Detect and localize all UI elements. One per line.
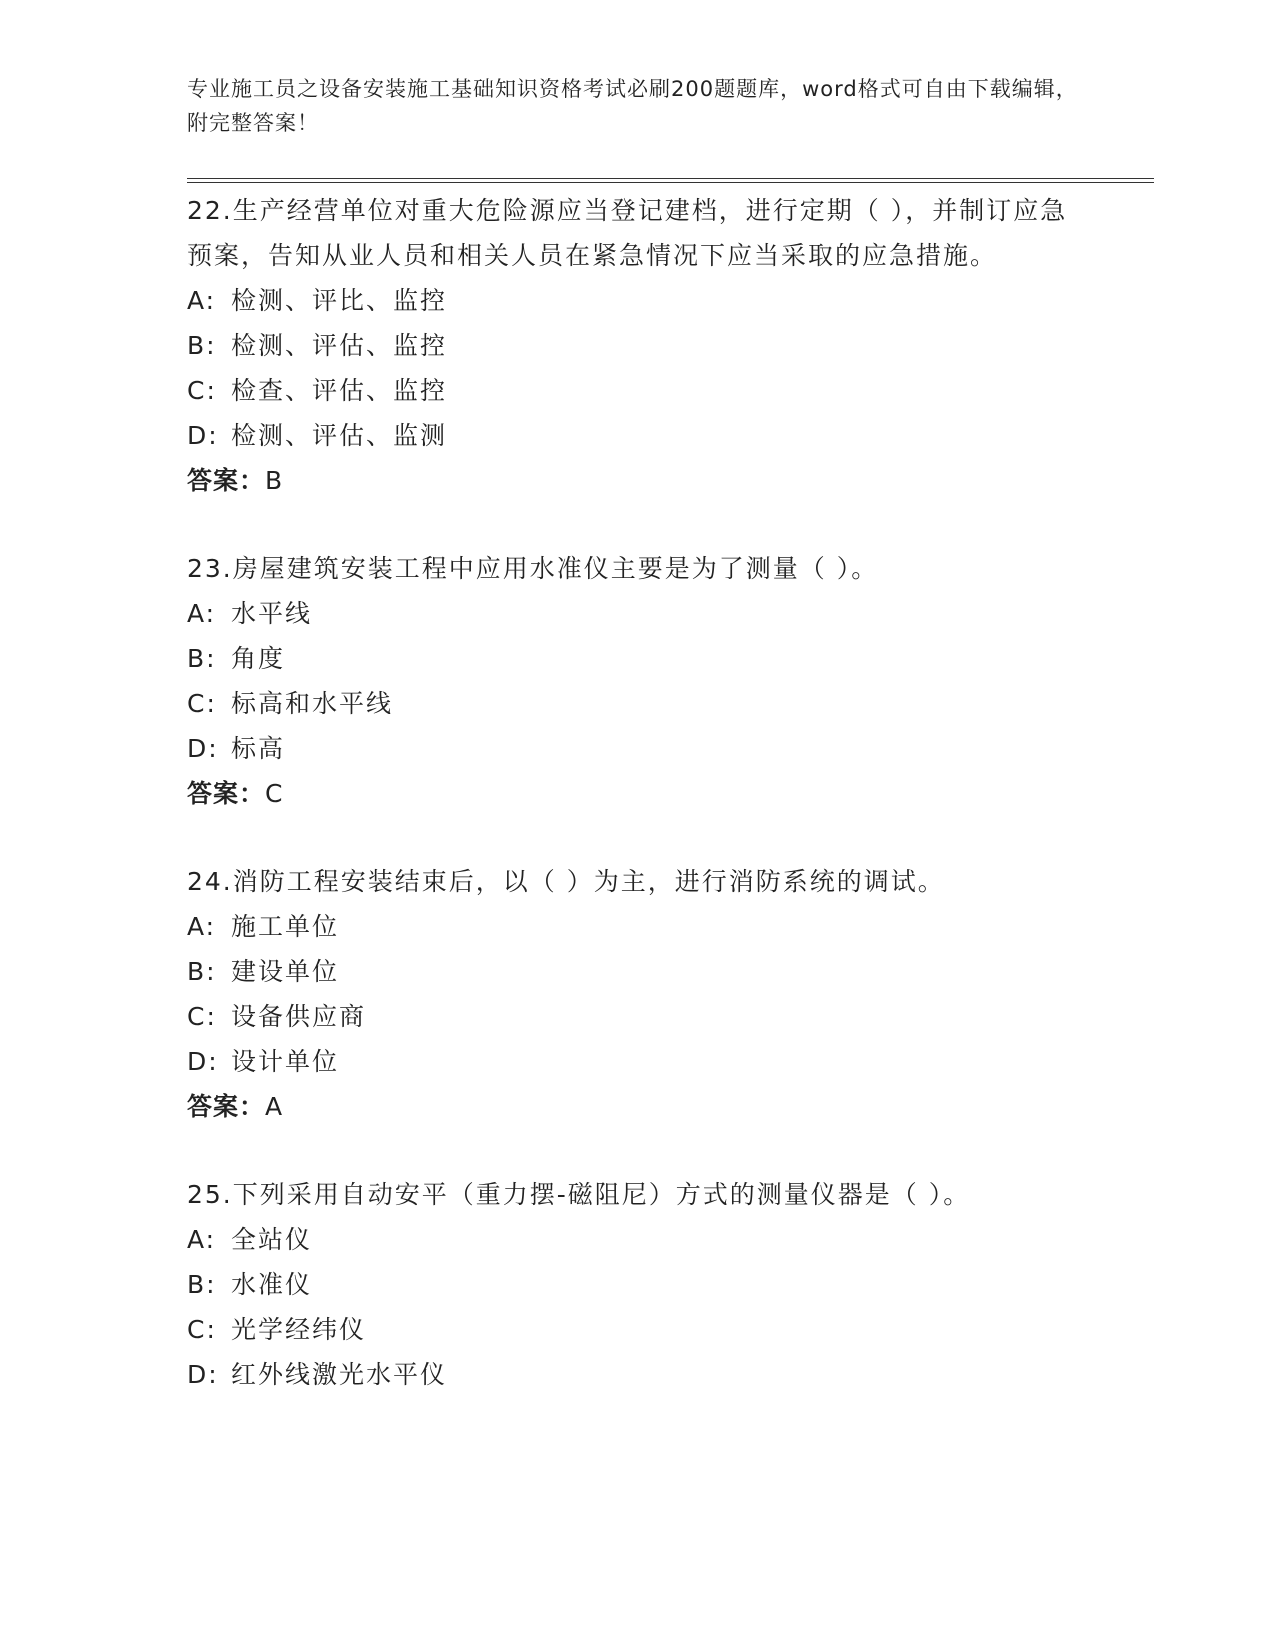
- option-list: [187, 278, 1087, 458]
- question-item: [187, 546, 1087, 816]
- question-item: [187, 188, 1087, 503]
- option-key: A:: [187, 912, 217, 941]
- option-text: 检查、评估、监控: [231, 376, 448, 405]
- option-key: D:: [187, 421, 219, 450]
- option-key: B:: [187, 331, 217, 360]
- option-text: 标高和水平线: [231, 689, 394, 718]
- option-item: [187, 413, 1087, 458]
- option-key: A:: [187, 599, 217, 628]
- option-text: 全站仪: [231, 1225, 313, 1254]
- option-key: A:: [187, 286, 217, 315]
- option-item: [187, 368, 1087, 413]
- answer-line: [187, 771, 1087, 816]
- answer-label: 答案：: [187, 779, 266, 808]
- option-item: [187, 591, 1087, 636]
- answer-value: A: [265, 1092, 284, 1121]
- option-item: [187, 1352, 1087, 1397]
- option-text: 标高: [231, 734, 286, 763]
- option-text: 建设单位: [231, 957, 340, 986]
- option-item: [187, 949, 1087, 994]
- question-text: 25.下列采用自动安平（重力摆-磁阻尼）方式的测量仪器是（ ）。: [187, 1180, 971, 1209]
- option-key: B:: [187, 1270, 217, 1299]
- question-list: [187, 188, 1087, 1440]
- question-item: [187, 859, 1087, 1129]
- option-text: 检测、评比、监控: [231, 286, 448, 315]
- option-item: [187, 1217, 1087, 1262]
- option-item: [187, 1039, 1087, 1084]
- question-item: [187, 1172, 1087, 1397]
- option-text: 光学经纬仪: [231, 1315, 367, 1344]
- answer-line: [187, 1084, 1087, 1129]
- header-divider: [187, 178, 1154, 183]
- option-list: [187, 1217, 1087, 1397]
- option-text: 角度: [231, 644, 286, 673]
- option-item: [187, 726, 1087, 771]
- option-item: [187, 323, 1087, 368]
- option-text: 检测、评估、监控: [231, 331, 448, 360]
- document-header: 专业施工员之设备安装施工基础知识资格考试必刷200题题库，word格式可自由下载编辑，附完整答案！: [187, 77, 1078, 135]
- option-item: [187, 636, 1087, 681]
- option-list: [187, 591, 1087, 771]
- option-key: A:: [187, 1225, 217, 1254]
- option-text: 水平线: [231, 599, 313, 628]
- question-text: 22.生产经营单位对重大危险源应当登记建档，进行定期（ ），并制订应急预案，告知从业人员和相关人员在紧急情况下应当采取的应急措施。: [187, 196, 1068, 270]
- option-item: [187, 1307, 1087, 1352]
- option-text: 水准仪: [231, 1270, 313, 1299]
- question-text: 24.消防工程安装结束后，以（ ）为主，进行消防系统的调试。: [187, 867, 945, 896]
- option-key: C:: [187, 689, 217, 718]
- answer-label: 答案：: [187, 466, 266, 495]
- option-item: [187, 1262, 1087, 1307]
- option-key: D:: [187, 734, 219, 763]
- option-key: D:: [187, 1360, 219, 1389]
- option-item: [187, 994, 1087, 1039]
- option-key: C:: [187, 1315, 217, 1344]
- option-item: [187, 681, 1087, 726]
- option-text: 设备供应商: [231, 1002, 367, 1031]
- option-key: B:: [187, 644, 217, 673]
- option-key: D:: [187, 1047, 219, 1076]
- option-text: 施工单位: [231, 912, 340, 941]
- option-list: [187, 904, 1087, 1084]
- answer-value: C: [265, 779, 284, 808]
- option-text: 红外线激光水平仪: [231, 1360, 448, 1389]
- option-text: 设计单位: [231, 1047, 340, 1076]
- option-key: B:: [187, 957, 217, 986]
- option-item: [187, 278, 1087, 323]
- option-text: 检测、评估、监测: [231, 421, 448, 450]
- answer-line: [187, 458, 1087, 503]
- answer-value: B: [265, 466, 284, 495]
- option-item: [187, 904, 1087, 949]
- option-key: C:: [187, 376, 217, 405]
- option-key: C:: [187, 1002, 217, 1031]
- question-text: 23.房屋建筑安装工程中应用水准仪主要是为了测量（ ）。: [187, 554, 879, 583]
- answer-label: 答案：: [187, 1092, 266, 1121]
